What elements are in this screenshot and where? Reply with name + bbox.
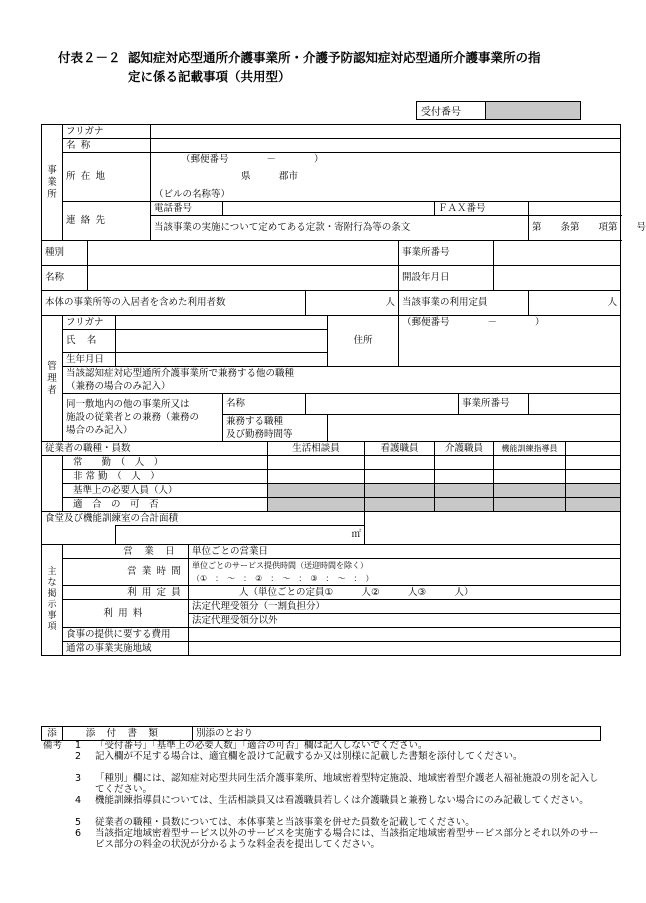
title-line-2: 定に係る記載事項（共用型）	[128, 69, 291, 84]
business-pref-city[interactable]: 県 郡市	[151, 166, 621, 188]
manager-duty-label: 兼務する職種	[223, 415, 328, 429]
main-hours-field[interactable]: （① ： ～ ： ② ： ～ ： ③ ： ～ ： ）	[189, 572, 621, 586]
docs-label: 添付書類	[63, 727, 193, 741]
manager-address-field[interactable]	[399, 330, 621, 367]
dining-label: 食堂及び機能訓練室の合計面積	[42, 512, 365, 526]
staff-col-consultant: 生活相談員	[268, 442, 365, 456]
manager-name-field[interactable]	[116, 330, 328, 353]
capacity-label: 当該事業の利用定員	[399, 291, 529, 316]
facility-name-label: 名称	[42, 266, 88, 291]
manager-other-office-no-field[interactable]	[529, 394, 621, 415]
main-fees-label: 利用料	[63, 600, 189, 628]
main-fee-1[interactable]: 法定代理受領分（一割負担分）	[189, 600, 621, 614]
staff-gray-cell	[566, 484, 621, 498]
note-item: 3 「種別」欄には、認知症対応型共同生活介護事業所、地域密着型特定施設、地域密着型介護老人福祉施設の別を記入してください。	[75, 773, 599, 795]
main-meal-label: 食事の提供に要する費用	[63, 628, 189, 642]
note-item: 6 当該指定地域密着型サービス以外のサービスを実施する場合には、当該指定地域密着型サービス部分とそれ以外のサービス部分の料金の状況が分かるような料金表を提出してください。	[75, 828, 599, 850]
manager-furigana-field[interactable]	[116, 316, 328, 330]
manager-address-label: 住所	[328, 316, 399, 367]
manager-postal[interactable]: （郵便番号 － ）	[399, 316, 621, 330]
note-item: 5 従業者の職種・員数については、本体事業と当該事業を併せた員数を記載してください。	[75, 817, 475, 828]
main-hours-note: 単位ごとのサービス提供時間（送迎時間を除く）	[189, 559, 621, 573]
staff-cell[interactable]	[268, 470, 365, 484]
staff-header: 従業者の職種・員数	[42, 442, 268, 456]
main-capacity-field[interactable]: 人（単位ごとの定員① 人② 人③ 人）	[189, 586, 621, 600]
note-item: 1 「受付番号」「基準上の必要人数」「適合の可否」欄は記入しないでください。	[75, 740, 428, 751]
manager-group-label: 管 理 者	[42, 316, 63, 442]
manager-furigana-label: フリガナ	[63, 316, 116, 330]
users-label: 本体の事業所等の入居者を含めた利用者数	[42, 291, 306, 316]
manager-birth-label: 生年月日	[63, 353, 116, 367]
manager-name-label: 氏名	[63, 330, 116, 353]
staff-gray-cell	[435, 484, 494, 498]
dining-blank	[365, 512, 621, 545]
dining-spacer	[42, 526, 116, 545]
form-number: 付表２－２	[58, 50, 121, 65]
kind-field[interactable]	[88, 241, 399, 266]
notes-label: 備考	[43, 740, 63, 751]
staff-col-trainer: 機能訓練指導員	[494, 442, 566, 456]
staff-cell[interactable]	[494, 456, 566, 470]
staff-cell[interactable]	[435, 470, 494, 484]
application-form	[41, 124, 646, 656]
receipt-label: 受付番号	[417, 102, 486, 120]
manager-duty-field[interactable]	[328, 415, 621, 442]
staff-indent	[42, 456, 63, 512]
staff-cell[interactable]	[365, 456, 435, 470]
docs-row	[41, 726, 601, 741]
facility-name-field[interactable]	[88, 266, 399, 291]
staff-cell[interactable]	[435, 456, 494, 470]
business-furigana-label: フリガナ	[63, 125, 151, 139]
staff-gray-cell	[435, 498, 494, 512]
manager-duty-label-2: 及び勤務時間等	[223, 428, 328, 442]
staff-row-parttime: 非 常 勤 （ 人 ）	[63, 470, 268, 484]
articles-label: 当該事業の実施について定めてある定款・寄附行為等の条文	[151, 216, 529, 241]
main-group-label: 主 な 掲 示 事 項	[42, 545, 63, 656]
manager-birth-field[interactable]	[116, 353, 328, 367]
docs-prefix: 添	[42, 727, 63, 741]
business-name-field[interactable]	[151, 139, 621, 153]
manager-other-name-field[interactable]	[306, 394, 459, 415]
business-postal[interactable]: （郵便番号 － ）	[151, 153, 621, 167]
users-unit[interactable]: 人	[306, 291, 399, 316]
staff-col-care: 介護職員	[435, 442, 494, 456]
staff-row-required: 基準上の必要人員（人）	[63, 484, 268, 498]
title-line-1: 認知症対応型通所介護事業所・介護予防認知症対応型通所介護事業所の指	[128, 50, 541, 65]
business-furigana-field[interactable]	[151, 125, 621, 139]
note-item: 2 記入欄が不足する場合は、適宜欄を設けて記載するか又は別様に記載した書類を添付してください。	[75, 751, 523, 762]
main-fee-2[interactable]: 法定代理受領分以外	[189, 614, 621, 628]
docs-value[interactable]: 別添のとおり	[193, 727, 601, 741]
business-address-label: 所在地	[63, 153, 151, 202]
kind-label: 種別	[42, 241, 88, 266]
staff-col-extra	[566, 442, 621, 456]
manager-other-office-no-label: 事業所番号	[459, 394, 529, 415]
main-area-label: 通常の事業実施地域	[63, 642, 189, 656]
staff-cell[interactable]	[365, 470, 435, 484]
staff-col-nurse: 看護職員	[365, 442, 435, 456]
business-phone-label: 電話番号	[151, 202, 223, 216]
staff-gray-cell	[268, 484, 365, 498]
business-building[interactable]: （ビルの名称等）	[151, 188, 621, 202]
manager-other-label: 同一敷地内の他の事業所又は 施設の従業者との兼務（兼務の 場合のみ記入）	[63, 394, 223, 442]
business-name-label: 名称	[63, 139, 151, 153]
staff-cell[interactable]	[566, 470, 621, 484]
note-item: 4 機能訓練指導員については、生活相談員又は看護職員若しくは介護職員と兼務しない場合にのみ記載してください。	[75, 795, 589, 806]
staff-cell[interactable]	[494, 470, 566, 484]
staff-row-conformity: 適 合 の 可 否	[63, 498, 268, 512]
main-days-field[interactable]: 単位ごとの営業日	[189, 545, 621, 559]
staff-gray-cell	[494, 484, 566, 498]
articles-value[interactable]: 第 条第 項第 号	[529, 216, 621, 241]
kind-office-no-label: 事業所番号	[399, 241, 494, 266]
open-date-field[interactable]	[494, 266, 621, 291]
receipt-value[interactable]	[486, 102, 581, 120]
business-contact-label: 連絡先	[63, 202, 151, 241]
main-meal-field[interactable]	[189, 628, 621, 642]
main-capacity-label: 利用定員	[63, 586, 189, 600]
staff-cell[interactable]	[566, 456, 621, 470]
manager-concurrent-label: 当該認知症対応型通所介護事業所で兼務する他の職種	[63, 367, 621, 381]
staff-row-fulltime: 常 勤 （ 人 ）	[63, 456, 268, 470]
open-date-label: 開設年月日	[399, 266, 494, 291]
staff-gray-cell	[494, 498, 566, 512]
main-hours-label: 営業時間	[63, 559, 189, 586]
business-group-label: 事 業 所	[42, 125, 63, 241]
business-fax-field[interactable]	[529, 202, 621, 216]
staff-gray-cell	[566, 498, 621, 512]
kind-office-no-field[interactable]	[494, 241, 621, 266]
business-fax-label: ＦＡＸ番号	[435, 202, 529, 216]
staff-gray-cell	[268, 498, 365, 512]
receipt-box	[416, 101, 581, 120]
staff-gray-cell	[365, 484, 435, 498]
manager-concurrent-note: （兼務の場合のみ記入）	[63, 380, 621, 394]
business-phone-field[interactable]	[223, 202, 435, 216]
staff-gray-cell	[365, 498, 435, 512]
staff-cell[interactable]	[268, 456, 365, 470]
capacity-unit[interactable]: 人	[529, 291, 621, 316]
manager-other-name-label: 名称	[223, 394, 306, 415]
dining-field[interactable]: ㎡	[116, 526, 365, 545]
main-area-field[interactable]	[189, 642, 621, 656]
main-days-label: 営業日	[63, 545, 189, 559]
